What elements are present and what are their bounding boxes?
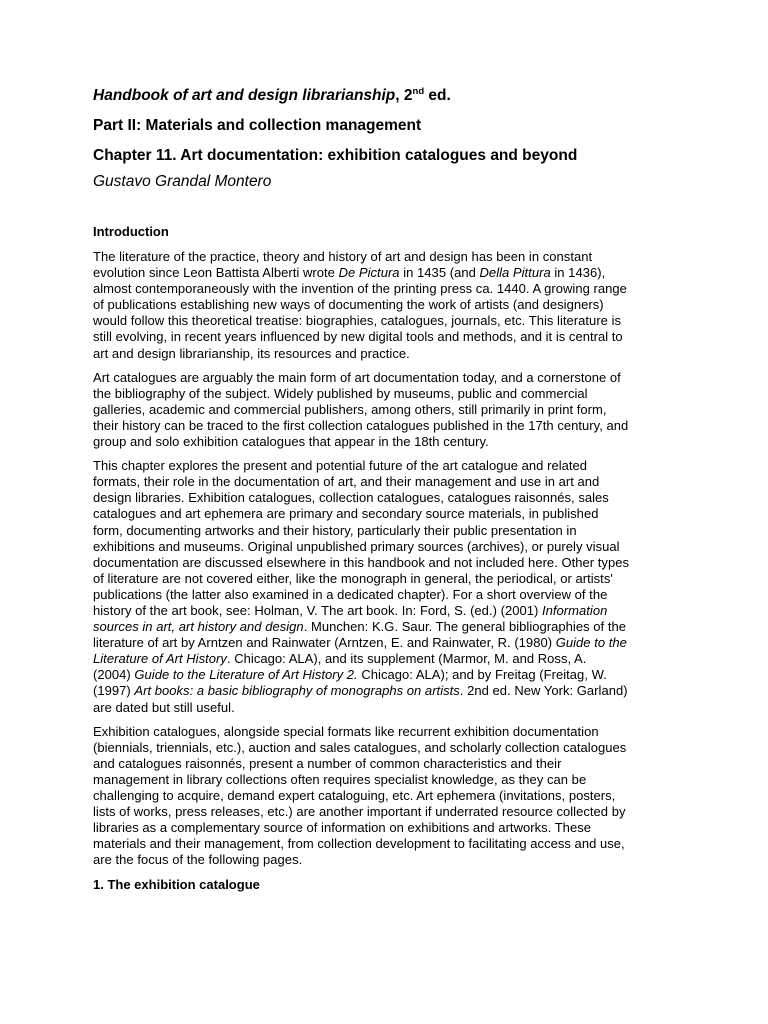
book-title-edition-post: ed. <box>424 87 451 104</box>
section-1-heading: 1. The exhibition catalogue <box>93 877 260 893</box>
part-title: Part II: Materials and collection management <box>93 117 422 134</box>
paragraph-3: This chapter explores the present and potential future of the art catalogue and related formats, their role in the documentation of art, and their management and use in art and design libraries. Exhibition catalogues, collection catalogues, catalogues raisonnés, sales catalogues and art ephemera are primary and secondary source materials, in published form, documenting artworks and their history, particularly their public presentation in exhibitions and museums. Original unpublished primary sources (archives), or purely visual documentation are discussed elsewhere in this handbook and not included here. Other types of literature are not covered either, like the monograph in general, the periodical, or artists' publications (the latter also examined in a dedicated chapter). For a short overview of the history of the art book, see: Holman, V. The art book. In: Ford, S. (ed.) (2001) Information sources in art, art history and design. Munchen: K.G. Saur. The general bibliographies of the literature of art by Arntzen and Rainwater (Arntzen, E. and Rainwater, R. (1980) Guide to the Literature of Art History. Chicago: ALA), and its supplement (Marmor, M. and Ross, A. (2004) Guide to the Literature of Art History 2. Chicago: ALA); and by Freitag (Freitag, W. (1997) Art books: a basic bibliography of monographs on artists. 2nd ed. New York: Garland) are dated but still useful. <box>93 458 630 715</box>
author-name: Gustavo Grandal Montero <box>93 173 272 190</box>
paragraph-4: Exhibition catalogues, alongside special formats like recurrent exhibition documentation (biennials, triennials, etc.), auction and sales catalogues, and scholarly collection catalogues and catalogues raisonnés, present a number of common characteristics and their management in library collections often requires specialist knowledge, as they can be challenging to acquire, demand expert cataloguing, etc. Art ephemera (invitations, posters, lists of works, press releases, etc.) are another important if underrated resource collected by libraries as a complementary source of information on exhibitions and artworks. These materials and their management, from collection development to facilitating access and use, are the focus of the following pages. <box>93 723 627 868</box>
paragraph-2: Art catalogues are arguably the main form of art documentation today, and a cornerstone of the bibliography of the subject. Widely published by museums, public and commercial galleries, academic and commercial publishers, among others, still primarily in print form, their history can be traced to the first collection catalogues published in the 17th century, and group and solo exhibition catalogues that appear in the 18th century. <box>93 369 629 450</box>
book-title <box>93 86 708 106</box>
paragraph-1: The literature of the practice, theory and history of art and design has been in constant evolution since Leon Battista Alberti wrote De Pictura in 1435 (and Della Pittura in 1436), almost contemporaneously with the invention of the printing press ca. 1440. A growing range of publications establishing new ways of documenting the work of artists (and designers) would follow this theoretical treatise: biographies, catalogues, journals, etc. This literature is still evolving, in recent years influenced by new digital tools and methods, and it is central to art and design librarianship, its resources and practice. <box>93 249 627 361</box>
chapter-title: Chapter 11. Art documentation: exhibition catalogues and beyond <box>93 147 578 164</box>
book-title-edition-sup: nd <box>412 86 425 97</box>
book-title-italic: Handbook of art and design librarianship <box>93 87 396 104</box>
book-title-edition-pre: , 2 <box>395 87 413 104</box>
introduction-heading: Introduction <box>93 224 169 239</box>
